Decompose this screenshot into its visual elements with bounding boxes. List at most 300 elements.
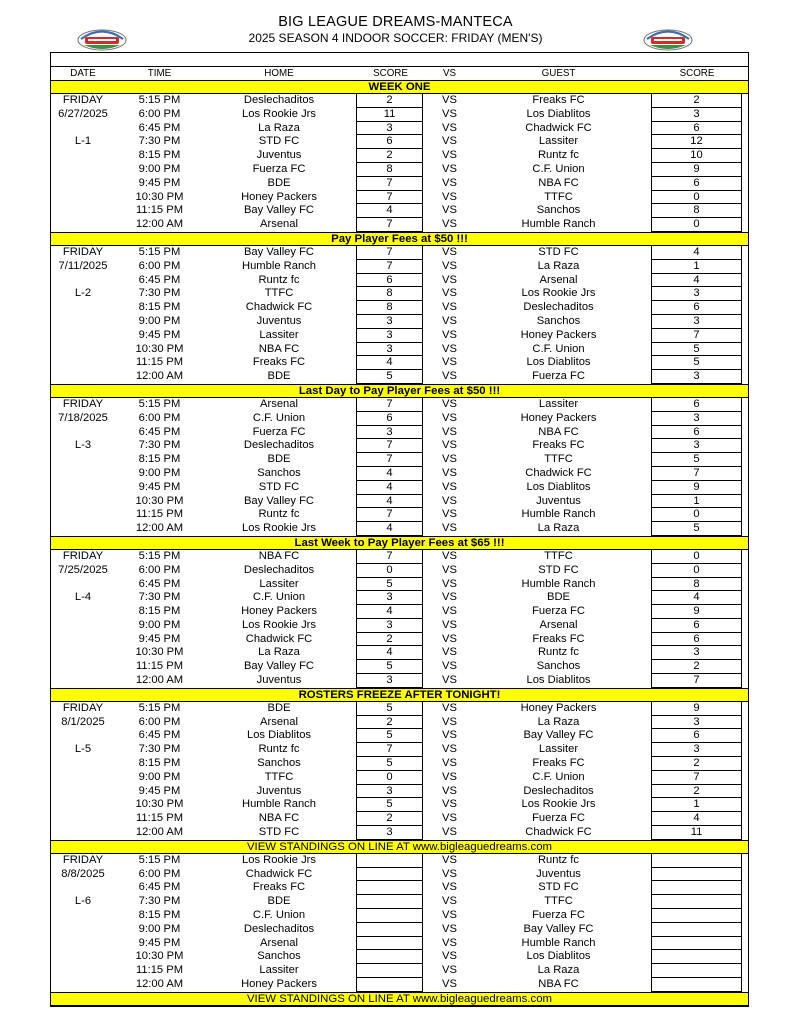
week-banner: ROSTERS FREEZE AFTER TONIGHT!: [51, 688, 748, 702]
home-team: Honey Packers: [241, 978, 317, 991]
home-team: Lassiter: [259, 577, 299, 590]
game-time: 5:15 PM: [138, 549, 181, 562]
vs-label: VS: [442, 798, 457, 811]
home-score: [356, 909, 423, 923]
home-score: 3: [356, 315, 423, 329]
week-banner: Pay Player Fees at $50 !!!: [51, 232, 748, 246]
home-team: Runtz fc: [258, 273, 300, 286]
date-cell: [51, 122, 115, 136]
vs-label: VS: [442, 978, 457, 991]
guest-team: Runtz fc: [537, 646, 580, 659]
guest-team: Honey Packers: [520, 411, 597, 424]
guest-score: 0: [651, 508, 742, 522]
game-time: 8:15 PM: [138, 909, 181, 922]
guest-team: Juventus: [536, 867, 581, 880]
home-team: C.F. Union: [252, 411, 306, 424]
guest-team: Humble Ranch: [521, 218, 596, 231]
guest-score: 2: [651, 94, 742, 108]
guest-score: 12: [651, 135, 742, 149]
home-team: Humble Ranch: [242, 259, 316, 272]
guest-score: [651, 978, 742, 992]
date-cell: [51, 218, 115, 232]
home-score: 5: [356, 729, 423, 743]
guest-score: 5: [651, 522, 742, 536]
column-header-time: TIME: [147, 68, 172, 79]
home-team: Honey Packers: [241, 605, 317, 618]
date-cell: [51, 605, 115, 619]
league-label: L-6: [74, 895, 92, 908]
game-time: 6:45 PM: [138, 729, 181, 742]
vs-label: VS: [442, 770, 457, 783]
game-time: 7:30 PM: [138, 591, 181, 604]
date-cell: [51, 937, 115, 951]
guest-team: TTFC: [544, 453, 573, 466]
home-score: 2: [356, 149, 423, 163]
guest-team: Sanchos: [536, 204, 581, 217]
game-time: 8:15 PM: [138, 149, 181, 162]
guest-score: 4: [651, 812, 742, 826]
home-team: Los Rookie Jrs: [242, 618, 316, 631]
home-score: 5: [356, 660, 423, 674]
game-time: 8:15 PM: [138, 301, 181, 314]
guest-team: Chadwick FC: [525, 121, 592, 134]
guest-score: 6: [651, 619, 742, 633]
guest-team: Bay Valley FC: [523, 729, 594, 742]
date-cell: [51, 522, 115, 536]
game-time: 7:30 PM: [138, 287, 181, 300]
guest-score: [651, 964, 742, 978]
home-team: Juventus: [256, 784, 302, 797]
game-time: 6:00 PM: [138, 107, 181, 120]
guest-team: Bay Valley FC: [523, 922, 594, 935]
home-team: Los Rookie Jrs: [242, 853, 316, 866]
vs-label: VS: [442, 853, 457, 866]
guest-team: Arsenal: [539, 618, 578, 631]
vs-label: VS: [442, 204, 457, 217]
home-score: [356, 854, 423, 868]
guest-team: STD FC: [538, 245, 579, 258]
vs-label: VS: [442, 922, 457, 935]
home-score: 4: [356, 495, 423, 509]
home-score: 4: [356, 646, 423, 660]
guest-score: 7: [651, 771, 742, 785]
vs-label: VS: [442, 577, 457, 590]
guest-team: Chadwick FC: [525, 826, 592, 839]
game-time: 12:00 AM: [135, 522, 184, 535]
date-cell: [51, 495, 115, 509]
vs-label: VS: [442, 508, 457, 521]
home-team: Runtz fc: [258, 508, 300, 521]
home-score: 7: [356, 398, 423, 412]
home-score: 5: [356, 702, 423, 716]
guest-score: 6: [651, 633, 742, 647]
vs-label: VS: [442, 425, 457, 438]
home-score: [356, 978, 423, 992]
home-score: 7: [356, 177, 423, 191]
league-label: L-3: [74, 439, 92, 452]
home-score: 3: [356, 674, 423, 688]
home-team: Los Rookie Jrs: [242, 522, 316, 535]
date-cell: [51, 315, 115, 329]
home-score: 5: [356, 578, 423, 592]
game-time: 10:30 PM: [135, 950, 184, 963]
vs-label: VS: [442, 439, 457, 452]
guest-team: Freaks FC: [532, 94, 585, 106]
week-games: [51, 398, 748, 536]
week-banner: Last Day to Pay Player Fees at $50 !!!: [51, 384, 748, 398]
day-label: FRIDAY: [62, 245, 104, 258]
date-cell: [51, 798, 115, 812]
vs-label: VS: [442, 936, 457, 949]
home-score: 3: [356, 122, 423, 136]
date-cell: [51, 329, 115, 343]
game-time: 6:00 PM: [138, 715, 181, 728]
date-cell: [51, 204, 115, 218]
league-label: L-2: [74, 287, 92, 300]
game-time: 8:15 PM: [138, 453, 181, 466]
home-team: Juventus: [256, 149, 302, 162]
column-header-home: HOME: [264, 68, 294, 79]
page-subtitle: 2025 SEASON 4 INDOOR SOCCER: FRIDAY (MEN'S): [248, 31, 543, 45]
home-team: Arsenal: [260, 715, 298, 728]
vs-label: VS: [442, 453, 457, 466]
home-score: [356, 895, 423, 909]
guest-team: Los Diablitos: [526, 950, 591, 963]
date-cell: [51, 301, 115, 315]
vs-label: VS: [442, 909, 457, 922]
game-time: 5:15 PM: [138, 94, 181, 106]
home-team: Lassiter: [259, 328, 299, 341]
guest-team: Juventus: [536, 494, 581, 507]
guest-team: Los Diablitos: [526, 356, 591, 369]
date-cell: [51, 826, 115, 840]
vs-label: VS: [442, 218, 457, 231]
home-team: TTFC: [264, 287, 294, 300]
date-cell: [51, 909, 115, 923]
guest-team: Humble Ranch: [521, 508, 596, 521]
home-score: 4: [356, 522, 423, 536]
game-time: 6:45 PM: [138, 881, 181, 894]
vs-label: VS: [442, 328, 457, 341]
home-team: STD FC: [258, 135, 300, 148]
day-label: FRIDAY: [62, 397, 104, 410]
home-team: Bay Valley FC: [243, 204, 315, 217]
date-cell: [51, 950, 115, 964]
guest-team: Sanchos: [536, 314, 581, 327]
game-time: 9:00 PM: [138, 618, 181, 631]
home-score: [356, 868, 423, 882]
guest-score: 7: [651, 467, 742, 481]
home-team: BDE: [267, 453, 291, 466]
home-team: BDE: [267, 701, 291, 714]
home-score: [356, 937, 423, 951]
guest-score: 7: [651, 674, 742, 688]
home-score: 4: [356, 467, 423, 481]
guest-score: 4: [651, 591, 742, 605]
guest-score: 3: [651, 287, 742, 301]
vs-label: VS: [442, 176, 457, 189]
guest-score: 3: [651, 412, 742, 426]
guest-team: La Raza: [537, 522, 580, 535]
home-team: C.F. Union: [252, 909, 306, 922]
date-cell: [51, 467, 115, 481]
vs-label: VS: [442, 107, 457, 120]
vs-label: VS: [442, 881, 457, 894]
vs-label: VS: [442, 729, 457, 742]
game-time: 6:45 PM: [138, 425, 181, 438]
guest-score: [651, 937, 742, 951]
guest-score: 6: [651, 398, 742, 412]
home-team: Runtz fc: [258, 743, 300, 756]
vs-label: VS: [442, 162, 457, 175]
guest-score: [651, 895, 742, 909]
game-time: 6:00 PM: [138, 411, 181, 424]
guest-score: [651, 909, 742, 923]
guest-score: 6: [651, 177, 742, 191]
home-team: Bay Valley FC: [243, 245, 315, 258]
home-team: Freaks FC: [252, 356, 306, 369]
home-team: Honey Packers: [241, 190, 317, 203]
guest-team: STD FC: [538, 563, 579, 576]
guest-score: 4: [651, 274, 742, 288]
guest-score: 3: [651, 646, 742, 660]
game-time: 9:45 PM: [138, 632, 181, 645]
guest-score: 5: [651, 453, 742, 467]
home-score: 3: [356, 426, 423, 440]
game-time: 5:15 PM: [138, 853, 181, 866]
date-cell: [51, 453, 115, 467]
column-header-home-score: SCORE: [373, 68, 408, 79]
home-team: Los Rookie Jrs: [242, 107, 316, 120]
game-time: 9:00 PM: [138, 922, 181, 935]
guest-score: 9: [651, 163, 742, 177]
guest-score: 3: [651, 439, 742, 453]
vs-label: VS: [442, 149, 457, 162]
home-score: 0: [356, 771, 423, 785]
guest-team: Los Rookie Jrs: [521, 287, 596, 300]
vs-label: VS: [442, 660, 457, 673]
vs-label: VS: [442, 522, 457, 535]
game-time: 9:00 PM: [138, 314, 181, 327]
home-score: 2: [356, 94, 423, 108]
guest-score: 9: [651, 481, 742, 495]
date-cell: [51, 619, 115, 633]
game-time: 6:00 PM: [138, 563, 181, 576]
home-score: [356, 881, 423, 895]
home-score: 4: [356, 204, 423, 218]
home-score: 2: [356, 633, 423, 647]
date-cell: [51, 274, 115, 288]
guest-team: NBA FC: [538, 978, 579, 991]
home-score: 7: [356, 218, 423, 232]
guest-team: La Raza: [537, 964, 580, 977]
game-time: 7:30 PM: [138, 895, 181, 908]
vs-label: VS: [442, 259, 457, 272]
home-team: Deslechaditos: [243, 922, 315, 935]
home-score: 2: [356, 812, 423, 826]
game-time: 12:00 AM: [135, 218, 184, 231]
home-team: STD FC: [258, 480, 300, 493]
guest-team: Los Diablitos: [526, 674, 591, 687]
home-score: [356, 950, 423, 964]
date-cell: [51, 633, 115, 647]
game-time: 9:45 PM: [138, 328, 181, 341]
date-cell: [51, 978, 115, 992]
date-cell: [51, 881, 115, 895]
guest-score: 2: [651, 757, 742, 771]
game-time: 11:15 PM: [135, 356, 184, 369]
guest-score: 6: [651, 301, 742, 315]
home-score: 3: [356, 785, 423, 799]
guest-team: Fuerza FC: [532, 370, 585, 383]
home-score: 6: [356, 412, 423, 426]
guest-score: 5: [651, 343, 742, 357]
league-label: L-1: [74, 135, 92, 148]
home-score: 7: [356, 743, 423, 757]
game-time: 11:15 PM: [135, 660, 184, 673]
home-score: 3: [356, 329, 423, 343]
date-cell: [51, 964, 115, 978]
guest-team: C.F. Union: [532, 770, 585, 783]
home-team: C.F. Union: [252, 591, 306, 604]
guest-score: 4: [651, 246, 742, 260]
home-score: 11: [356, 108, 423, 122]
guest-score: 1: [651, 495, 742, 509]
day-label: FRIDAY: [62, 94, 104, 106]
date-cell: [51, 508, 115, 522]
game-time: 9:00 PM: [138, 162, 181, 175]
home-team: Arsenal: [260, 397, 298, 410]
game-time: 6:00 PM: [138, 867, 181, 880]
date-cell: [51, 660, 115, 674]
guest-team: Fuerza FC: [532, 605, 585, 618]
guest-team: Runtz fc: [537, 149, 580, 162]
date-label: 8/1/2025: [61, 715, 105, 728]
vs-label: VS: [442, 757, 457, 770]
home-score: 7: [356, 550, 423, 564]
guest-team: Los Diablitos: [526, 107, 591, 120]
vs-label: VS: [442, 245, 457, 258]
guest-team: Humble Ranch: [521, 577, 596, 590]
vs-label: VS: [442, 370, 457, 383]
vs-label: VS: [442, 950, 457, 963]
game-time: 11:15 PM: [135, 812, 184, 825]
home-team: Chadwick FC: [245, 632, 313, 645]
vs-label: VS: [442, 826, 457, 839]
league-label: L-4: [74, 591, 92, 604]
date-label: 6/27/2025: [58, 107, 108, 120]
home-team: BDE: [267, 370, 291, 383]
game-time: 9:45 PM: [138, 480, 181, 493]
date-cell: [51, 785, 115, 799]
game-time: 11:15 PM: [135, 204, 184, 217]
date-cell: [51, 578, 115, 592]
home-score: 7: [356, 508, 423, 522]
date-cell: [51, 163, 115, 177]
guest-score: 9: [651, 702, 742, 716]
guest-score: 5: [651, 356, 742, 370]
guest-score: 0: [651, 564, 742, 578]
guest-team: Humble Ranch: [521, 936, 596, 949]
guest-team: Runtz fc: [537, 853, 580, 866]
game-time: 10:30 PM: [135, 646, 184, 659]
home-score: 7: [356, 260, 423, 274]
guest-team: Lassiter: [538, 397, 579, 410]
home-team: Arsenal: [260, 218, 298, 231]
home-score: 4: [356, 356, 423, 370]
game-time: 6:45 PM: [138, 121, 181, 134]
home-score: 3: [356, 826, 423, 840]
game-time: 9:45 PM: [138, 936, 181, 949]
guest-team: Freaks FC: [532, 757, 585, 770]
week-games: [51, 702, 748, 840]
guest-score: 6: [651, 122, 742, 136]
vs-label: VS: [442, 287, 457, 300]
date-cell: [51, 674, 115, 688]
vs-label: VS: [442, 715, 457, 728]
vs-label: VS: [442, 632, 457, 645]
home-team: NBA FC: [258, 342, 300, 355]
guest-score: 0: [651, 191, 742, 205]
home-team: Chadwick FC: [245, 301, 313, 314]
home-team: Los Diablitos: [246, 729, 312, 742]
game-time: 11:15 PM: [135, 508, 184, 521]
guest-score: 0: [651, 550, 742, 564]
guest-team: TTFC: [544, 895, 573, 908]
guest-team: Freaks FC: [532, 632, 585, 645]
vs-label: VS: [442, 301, 457, 314]
guest-team: La Raza: [537, 259, 580, 272]
home-score: 3: [356, 343, 423, 357]
home-score: 7: [356, 453, 423, 467]
home-score: 6: [356, 274, 423, 288]
game-time: 6:00 PM: [138, 259, 181, 272]
vs-label: VS: [442, 812, 457, 825]
guest-score: 7: [651, 329, 742, 343]
game-time: 12:00 AM: [135, 826, 184, 839]
vs-label: VS: [442, 397, 457, 410]
vs-label: VS: [442, 135, 457, 148]
vs-label: VS: [442, 867, 457, 880]
vs-label: VS: [442, 674, 457, 687]
guest-team: Lassiter: [538, 135, 579, 148]
big-league-dreams-logo-right: [642, 26, 694, 52]
home-team: BDE: [267, 895, 291, 908]
guest-team: Deslechaditos: [523, 301, 594, 314]
home-team: Humble Ranch: [242, 798, 316, 811]
guest-score: 8: [651, 578, 742, 592]
game-time: 11:15 PM: [135, 964, 184, 977]
vs-label: VS: [442, 895, 457, 908]
column-header-date: DATE: [70, 68, 96, 79]
home-team: NBA FC: [258, 812, 300, 825]
date-cell: [51, 426, 115, 440]
guest-score: [651, 868, 742, 882]
game-time: 12:00 AM: [135, 978, 184, 991]
footer-banner: VIEW STANDINGS ON LINE AT www.bigleaguedreams.com: [51, 992, 748, 1006]
date-cell: [51, 481, 115, 495]
guest-team: STD FC: [538, 881, 579, 894]
guest-score: [651, 923, 742, 937]
game-time: 10:30 PM: [135, 190, 184, 203]
guest-score: 3: [651, 370, 742, 384]
date-cell: [51, 771, 115, 785]
game-time: 7:30 PM: [138, 439, 181, 452]
schedule-table: [50, 52, 749, 1007]
week-banner: Last Week to Pay Player Fees at $65 !!!: [51, 536, 748, 550]
date-cell: [51, 177, 115, 191]
guest-team: C.F. Union: [532, 162, 585, 175]
